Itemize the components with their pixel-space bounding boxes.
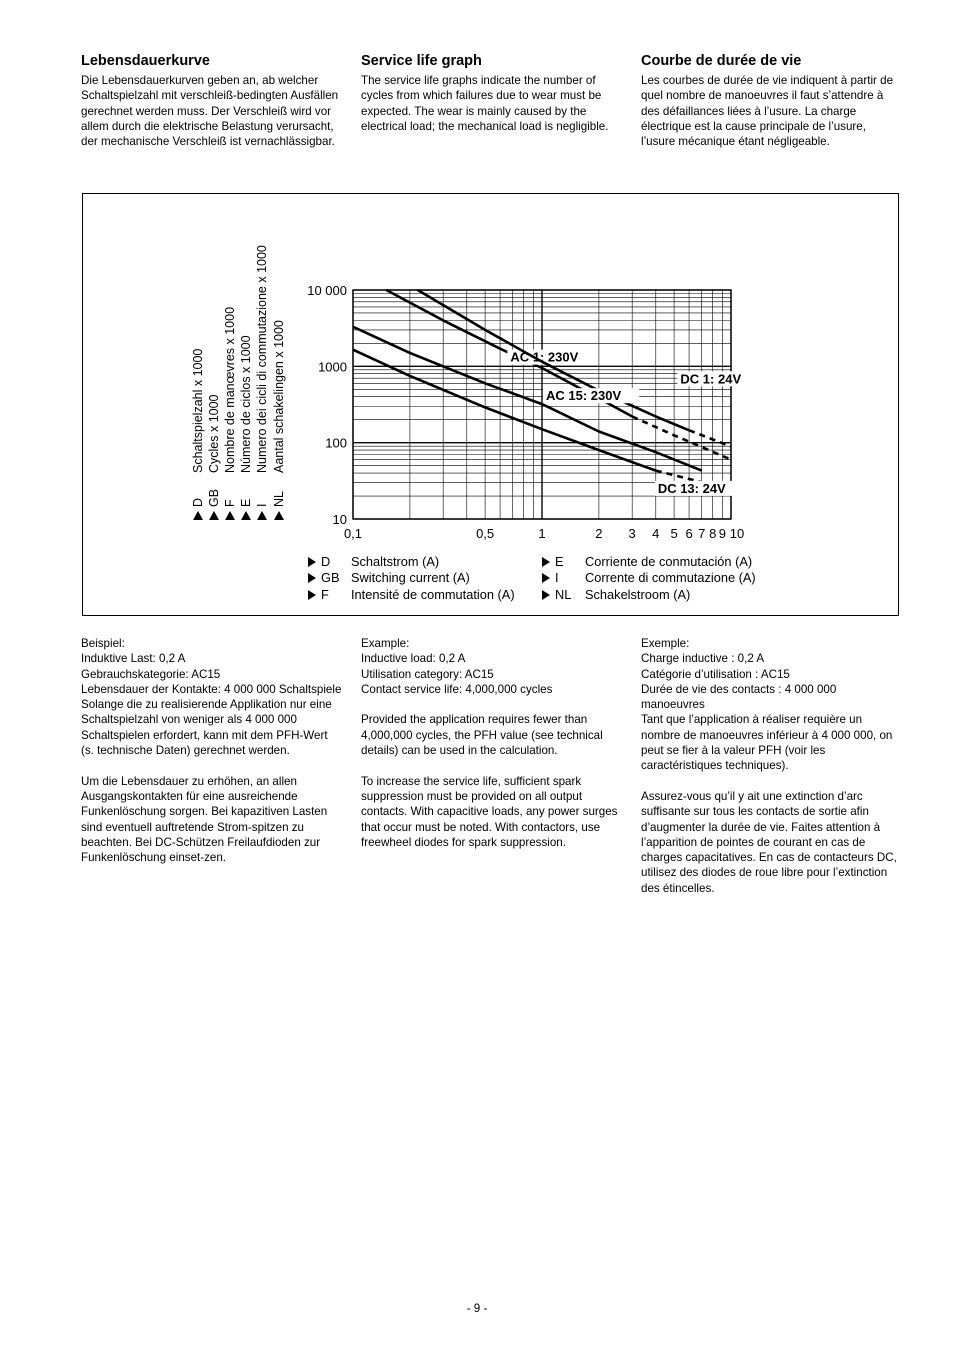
service-life-chart-frame — [82, 193, 899, 616]
example-line: Induktive Last: 0,2 A — [81, 652, 186, 666]
x-tick-label: 9 — [718, 526, 726, 541]
y-label-marker — [225, 511, 235, 520]
example-line — [641, 774, 903, 789]
x-axis-label: Corrente di commutazione (A) — [585, 570, 756, 585]
x-tick-label: 7 — [698, 526, 706, 541]
series-line — [353, 350, 656, 471]
heading-en: Service life graph — [361, 53, 482, 69]
chart-series — [353, 290, 757, 496]
x-axis-label: Switching current (A) — [351, 570, 470, 585]
example-line — [361, 697, 623, 712]
y-tick-label: 10 000 — [307, 283, 347, 298]
column-en — [361, 53, 623, 134]
y-label-code: I — [255, 503, 269, 507]
y-label-code: F — [223, 499, 237, 507]
y-label-marker — [241, 511, 251, 520]
x-tick-label: 4 — [652, 526, 660, 541]
y-label-code: E — [239, 498, 253, 507]
intro-de: Die Lebensdauerkurven geben an, ab welcher Schaltspielzahl mit verschleiß-bedingten Ausfällen gerechnet werden muss. Der Verschleiß wird vor allem durch die elektrische Belastung verursacht, der mechanische Verschleiß ist vernachlässigbar. — [81, 74, 339, 149]
y-axis-label: Numero dei cicli di commutazione x 1000 — [255, 245, 269, 473]
example-en — [361, 636, 623, 850]
x-label-marker — [542, 573, 550, 583]
x-axis-label: Schaltstrom (A) — [351, 554, 440, 569]
x-axis-label: Intensité de commutation (A) — [351, 587, 515, 602]
x-tick-label: 3 — [628, 526, 636, 541]
y-axis-label: Nombre de manœvres x 1000 — [223, 306, 237, 473]
y-tick-label: 1000 — [318, 359, 347, 375]
x-label-code: D — [321, 554, 331, 569]
x-tick-label: 10 — [729, 526, 745, 541]
example-line — [361, 758, 623, 773]
service-life-chart — [83, 194, 898, 615]
y-tick-label: 100 — [325, 435, 347, 451]
x-tick-label: 1 — [538, 526, 546, 541]
y-label-code: NL — [272, 491, 286, 507]
x-label-marker — [308, 573, 316, 583]
heading-de: Lebensdauerkurve — [81, 53, 210, 69]
x-tick-label: 0,1 — [343, 526, 363, 541]
example-line: Catégorie d’utilisation : AC15 — [641, 667, 790, 681]
page-number: - 9 - — [466, 1302, 488, 1315]
x-axis-label: Corriente de conmutación (A) — [585, 554, 753, 569]
example-line: Inductive load: 0,2 A — [361, 652, 466, 666]
example-line: Tant que l’application à réaliser requière un nombre de manoeuvres inférieur à 4 000 000, on peut se fier à la valeur PFH (voir les caractéristiques techniques). — [641, 713, 896, 773]
x-tick-label: 5 — [670, 526, 678, 541]
example-line — [81, 758, 343, 773]
chart-y-axis-labels — [191, 245, 286, 520]
y-label-code: GB — [207, 488, 221, 507]
example-line: Beispiel: — [81, 637, 125, 650]
y-label-marker — [274, 511, 284, 520]
x-label-marker — [542, 590, 550, 600]
example-line: Lebensdauer der Kontakte: 4 000 000 Schaltspiele — [81, 682, 342, 696]
series-label: DC 13: 24V — [657, 480, 726, 496]
y-axis-label: Número de ciclos x 1000 — [239, 335, 253, 473]
series-line — [353, 327, 702, 471]
x-label-marker — [308, 590, 316, 600]
series-label: AC 15: 230V — [546, 388, 622, 404]
example-line: Provided the application requires fewer than 4,000,000 cycles, the PFH value (see technical details) can be used in the calculation. — [361, 713, 606, 758]
example-line: Um die Lebensdauer zu erhöhen, an allen Ausgangskontakten für eine ausreichende Funkenlöschung sorgen. Bei kapazitiven Lasten sind eventuell auftretende Strom-spitzen zu beachten. Bei DC-Schützen Freilaufdioden zur Funkenlöschung einset-zen. — [81, 774, 331, 865]
example-line: Durée de vie des contacts : 4 000 000 manoeuvres — [641, 682, 840, 712]
example-line: Example: — [361, 637, 410, 650]
x-tick-label: 0,5 — [476, 526, 495, 541]
x-label-code: I — [555, 570, 559, 585]
example-line: To increase the service life, sufficient spark suppression must be provided on all output contacts. With capacitive loads, any power surges that occur must be noted. With contactors, use freewheel diodes for spark suppression. — [361, 774, 621, 849]
y-label-marker — [257, 511, 267, 520]
column-de — [81, 53, 343, 149]
intro-fr: Les courbes de durée de vie indiquent à partir de quel nombre de manoeuvres il faut s’attendre à des défaillances liées à l’usure. La charge électrique est la cause principale de l’usure, l’usure mécanique étant négligeable. — [641, 74, 894, 149]
example-line: Charge inductive : 0,2 A — [641, 652, 765, 666]
x-label-marker — [542, 557, 550, 567]
series-label: AC 1: 230V — [510, 349, 579, 365]
example-line: Utilisation category: AC15 — [361, 667, 494, 681]
y-axis-label: Aantal schakelingen x 1000 — [272, 320, 286, 473]
y-axis-label: Cycles x 1000 — [207, 394, 221, 473]
x-label-marker — [308, 557, 316, 567]
x-label-code: E — [555, 554, 564, 569]
example-fr — [641, 636, 903, 896]
x-tick-label: 6 — [685, 526, 693, 541]
y-label-marker — [209, 511, 219, 520]
y-axis-label: Schaltspielzahl x 1000 — [191, 348, 205, 473]
example-line: Exemple: — [641, 637, 690, 650]
x-axis-label: Schakelstroom (A) — [585, 587, 691, 602]
chart-ticks — [307, 283, 744, 541]
series-label: DC 1: 24V — [680, 371, 742, 387]
example-de — [81, 636, 343, 865]
example-line: Solange die zu realisierende Applikation nur eine Schaltspielzahl von weniger als 4 000 000 Schaltspielen erfordert, kann mit dem PFH-Wert (s. technische Daten) gerechnet werden. — [81, 698, 335, 758]
heading-fr: Courbe de durée de vie — [641, 53, 802, 69]
y-tick-label: 10 — [332, 512, 347, 527]
example-line: Gebrauchskategorie: AC15 — [81, 667, 221, 681]
x-label-code: F — [321, 587, 329, 602]
column-fr — [641, 53, 903, 149]
y-label-code: D — [191, 497, 205, 507]
y-label-marker — [193, 511, 203, 520]
x-label-code: NL — [555, 587, 572, 602]
x-label-code: GB — [321, 570, 340, 585]
intro-en: The service life graphs indicate the number of cycles from which failures due to wear must be expected. The wear is mainly caused by the electrical load; the mechanical load is negligible. — [361, 74, 609, 133]
x-tick-label: 2 — [595, 526, 603, 541]
chart-x-axis-labels — [308, 554, 756, 602]
example-line: Assurez-vous qu’il y ait une extinction d’arc suffisante sur tous les contacts de sortie afin d’augmenter la durée de vie. Faites attention à l’apparition de pointes de courant en cas de charges capacitatives. En cas de contacteurs DC, utilisez des diodes de roue libre pour l’extinction des étincelles. — [641, 789, 901, 895]
series-line-extension — [632, 417, 731, 460]
x-tick-label: 8 — [709, 526, 717, 541]
example-line: Contact service life: 4,000,000 cycles — [361, 682, 553, 696]
